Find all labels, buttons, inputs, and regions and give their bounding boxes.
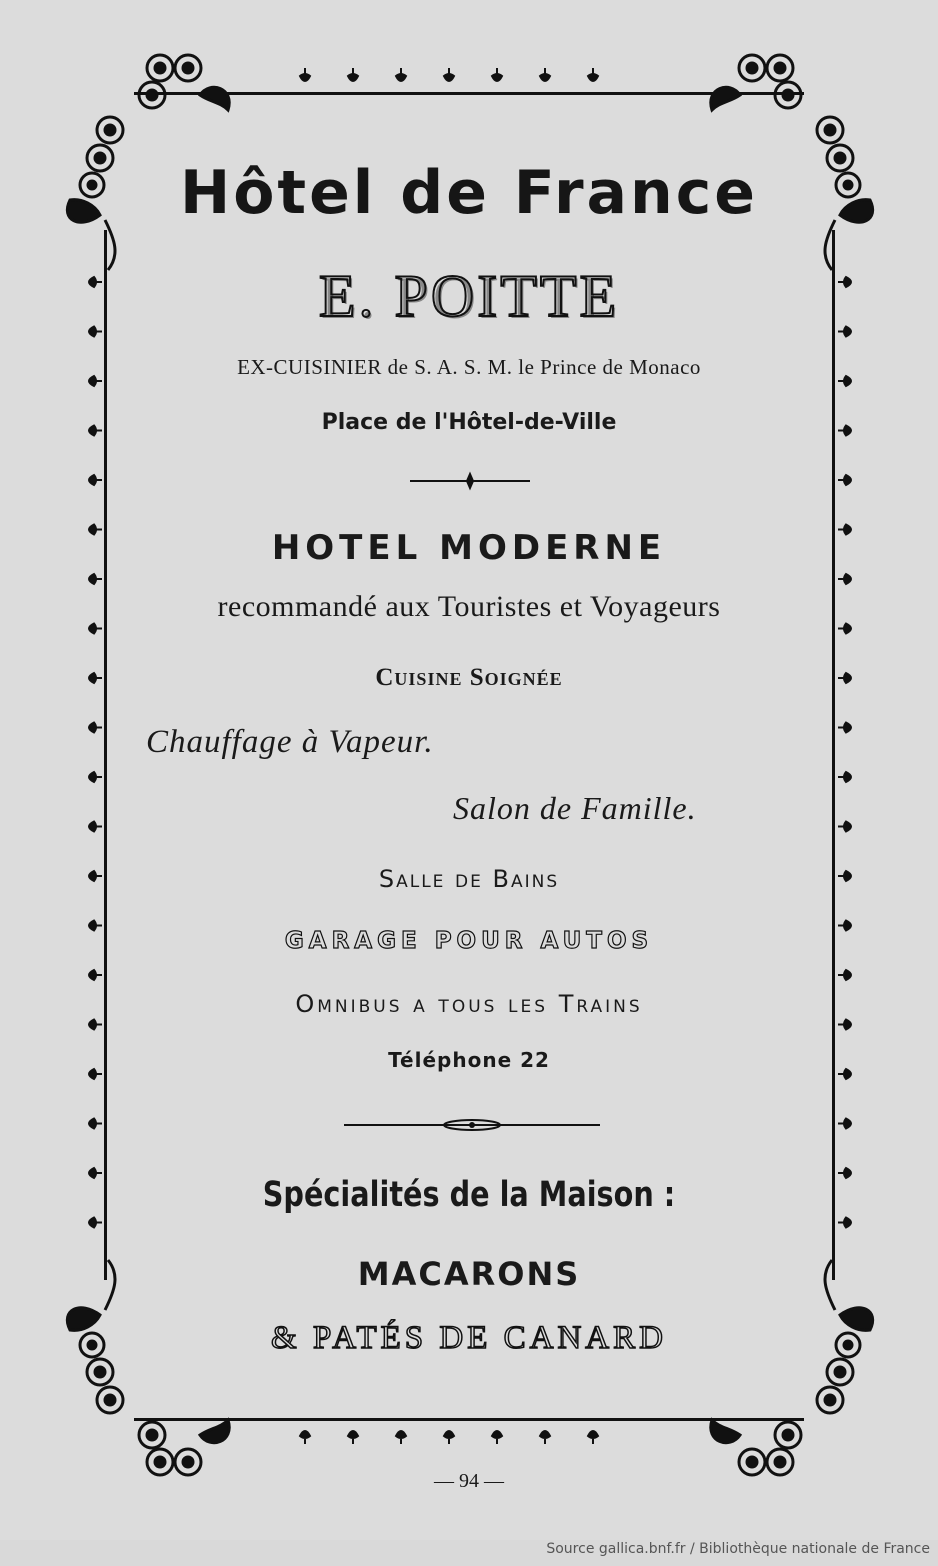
divider-lower-ornament-icon [442, 1117, 502, 1133]
bud-icon [838, 970, 851, 980]
bud-icon [348, 1431, 358, 1444]
bud-icon [89, 772, 102, 782]
bud-icon [89, 723, 102, 733]
specialty-macarons: MACARONS [357, 1255, 581, 1293]
bud-icon [89, 475, 102, 485]
bud-icon [838, 624, 851, 634]
hotel-address: Place de l'Hôtel-de-Ville [321, 410, 617, 435]
garage-feature: GARAGE POUR AUTOS [284, 928, 654, 954]
bud-icon [89, 822, 102, 832]
bud-icon [89, 1119, 102, 1129]
bud-icon [444, 68, 454, 81]
bud-icon [89, 1020, 102, 1030]
hotel-title: Hôtel de France [180, 158, 758, 228]
bud-icon [89, 970, 102, 980]
bud-icon [492, 68, 502, 81]
bud-icon [838, 1119, 851, 1129]
bud-icon [540, 1431, 550, 1444]
bud-icon [838, 772, 851, 782]
telephone-number: Téléphone 22 [388, 1048, 550, 1072]
bud-icon [396, 1431, 406, 1444]
bud-icon [838, 1218, 851, 1228]
bud-icon [89, 624, 102, 634]
bud-icon [838, 1020, 851, 1030]
source-credit: Source gallica.bnf.fr / Bibliothèque nationale de France [546, 1541, 930, 1557]
bath-feature: Salle de Bains [378, 865, 560, 893]
bud-icon [540, 68, 550, 81]
omnibus-feature: Omnibus a tous les Trains [295, 990, 643, 1018]
specialty-pates: & PATÉS DE CANARD [271, 1320, 667, 1356]
bud-icon [348, 68, 358, 81]
bud-icon [588, 1431, 598, 1444]
page-number: — 94 — [434, 1470, 504, 1492]
bud-icon [492, 1431, 502, 1444]
owner-name: E. POITTE [318, 263, 620, 329]
divider-upper-star-icon [460, 474, 480, 488]
salon-feature: Salon de Famille. [453, 790, 697, 826]
owner-credential: EX-CUISINIER de S. A. S. M. le Prince de Monaco [237, 355, 701, 379]
bud-icon [838, 475, 851, 485]
heating-feature: Chauffage à Vapeur. [146, 724, 434, 760]
hotel-moderne-heading: HOTEL MODERNE [271, 528, 667, 568]
bud-icon [89, 574, 102, 584]
bud-icon [588, 68, 598, 81]
tourists-tagline: recommandé aux Touristes et Voyageurs [217, 590, 721, 623]
cuisine-feature: Cuisine Soignée [375, 664, 563, 691]
specialties-heading: Spécialités de la Maison : [262, 1175, 676, 1215]
bud-icon [300, 68, 310, 81]
bud-icon [396, 68, 406, 81]
bud-icon [300, 1431, 310, 1444]
bud-icon [444, 1431, 454, 1444]
bud-icon [838, 723, 851, 733]
bud-icon [89, 1218, 102, 1228]
bud-icon [838, 574, 851, 584]
bud-icon [838, 822, 851, 832]
